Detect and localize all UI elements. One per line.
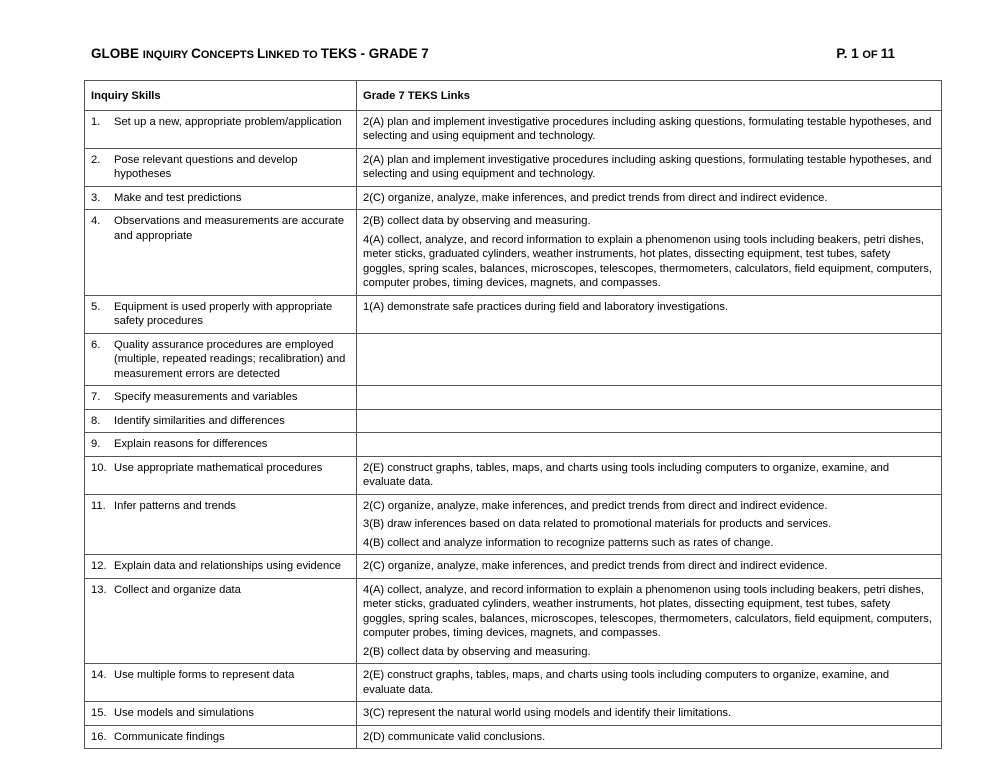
inquiry-skill-cell — [85, 186, 357, 210]
teks-link: 2(C) organize, analyze, make inferences, and predict trends from direct and indirect evidence. — [363, 191, 828, 204]
skill-text: Quality assurance procedures are employed (multiple, repeated readings; recalibration) and measurement errors are detected — [114, 338, 346, 380]
teks-links-cell — [357, 664, 942, 702]
inquiry-skill-cell — [85, 725, 357, 749]
inquiry-skill — [91, 214, 348, 243]
title-part: C — [191, 46, 201, 61]
table-row — [85, 433, 942, 457]
teks-link: 3(B) draw inferences based on data related to promotional materials for products and services. — [363, 518, 832, 530]
teks-links-cell — [357, 295, 942, 333]
inquiry-skill — [91, 115, 348, 130]
teks-links-cell — [357, 456, 942, 494]
skill-number: 2. — [91, 153, 101, 166]
teks-link: 4(A) collect, analyze, and record information to explain a phenomenon using tools including beakers, petri dishes, meter sticks, graduated cylinders, weather instruments, hot plates, dissecting equipment, test tubes, safety goggles, spring scales, balances, microscopes, telescopes, thermometers, calculators, field equipment, computers, computer probes, timing devices, magnets, and compasses. — [363, 233, 932, 289]
inquiry-skill-cell — [85, 456, 357, 494]
inquiry-skill — [91, 461, 348, 476]
inquiry-skill-cell — [85, 702, 357, 726]
table-row — [85, 725, 942, 749]
skill-text: Use appropriate mathematical procedures — [114, 461, 323, 474]
title-part: ONCEPTS — [200, 49, 258, 61]
title-part: L — [257, 46, 266, 61]
skill-text: Use multiple forms to represent data — [114, 669, 295, 681]
title-part: TEKS - GRADE 7 — [320, 46, 429, 61]
table-row — [85, 555, 942, 579]
skill-text: Specify measurements and variables — [114, 391, 298, 403]
skill-text: Equipment is used properly with appropriate safety procedures — [114, 300, 333, 327]
teks-links-cell — [357, 210, 942, 296]
page-number — [836, 46, 895, 61]
skill-number: 9. — [91, 438, 101, 450]
teks-link: 2(E) construct graphs, tables, maps, and charts using tools including computers to organize, examine, and evaluate data. — [363, 669, 890, 696]
skill-text: Make and test predictions — [114, 191, 242, 204]
teks-links-cell — [357, 409, 942, 433]
teks-links-cell — [357, 110, 942, 148]
skill-number: 6. — [91, 338, 101, 351]
inquiry-skill — [91, 499, 348, 514]
skill-number: 4. — [91, 215, 101, 227]
skill-text: Explain reasons for differences — [114, 438, 268, 450]
skill-text: Infer patterns and trends — [114, 499, 236, 512]
inquiry-skill-cell — [85, 210, 357, 296]
title-part: INQUIRY — [142, 49, 192, 61]
table-row — [85, 110, 942, 148]
column-header-teks-links: Grade 7 TEKS Links — [357, 81, 942, 111]
teks-link: 3(C) represent the natural world using models and identify their limitations. — [363, 707, 732, 719]
inquiry-skill — [91, 338, 348, 382]
inquiry-skill-cell — [85, 409, 357, 433]
table-row — [85, 664, 942, 702]
skill-number: 14. — [91, 669, 107, 681]
table-row — [85, 210, 942, 296]
inquiry-skill-cell — [85, 494, 357, 555]
skill-text: Observations and measurements are accurate and appropriate — [114, 215, 345, 242]
teks-link: 1(A) demonstrate safe practices during field and laboratory investigations. — [363, 300, 729, 313]
inquiry-skill — [91, 730, 348, 745]
table-header-row — [85, 81, 942, 111]
table-row — [85, 295, 942, 333]
teks-links-cell — [357, 702, 942, 726]
skill-number: 11. — [91, 499, 106, 512]
table-row — [85, 186, 942, 210]
teks-link: 2(A) plan and implement investigative procedures including asking questions, formulating testable hypotheses, and selecting and using equipment and technology. — [363, 115, 932, 142]
table-row — [85, 148, 942, 186]
teks-links-cell — [357, 578, 942, 664]
skill-number: 12. — [91, 560, 107, 572]
skill-number: 13. — [91, 583, 107, 596]
inquiry-skill — [91, 668, 348, 683]
inquiry-skill — [91, 706, 348, 721]
table-row — [85, 333, 942, 386]
table-row — [85, 386, 942, 410]
skill-number: 5. — [91, 300, 101, 313]
teks-links-cell — [357, 725, 942, 749]
inquiry-skill-cell — [85, 433, 357, 457]
skill-text: Set up a new, appropriate problem/application — [114, 115, 342, 128]
inquiry-skill-cell — [85, 555, 357, 579]
skill-text: Communicate findings — [114, 730, 225, 743]
page-number-part: 11 — [880, 46, 895, 61]
document-title — [91, 46, 429, 61]
inquiry-skill — [91, 300, 348, 329]
inquiry-teks-table — [84, 80, 942, 749]
teks-links-cell — [357, 433, 942, 457]
skill-number: 15. — [91, 707, 107, 719]
teks-links-cell — [357, 555, 942, 579]
teks-link: 2(C) organize, analyze, make inferences, and predict trends from direct and indirect evidence. — [363, 560, 828, 572]
inquiry-skill-cell — [85, 148, 357, 186]
inquiry-skill-cell — [85, 664, 357, 702]
skill-number: 10. — [91, 461, 107, 474]
inquiry-skill-cell — [85, 578, 357, 664]
inquiry-skill — [91, 414, 348, 429]
inquiry-skill — [91, 559, 348, 574]
inquiry-skill — [91, 437, 348, 452]
skill-text: Identify similarities and differences — [114, 414, 285, 427]
table-row — [85, 494, 942, 555]
teks-link: 4(B) collect and analyze information to recognize patterns such as rates of change. — [363, 536, 774, 549]
page-number-part: OF — [862, 49, 881, 61]
skill-number: 16. — [91, 730, 107, 743]
inquiry-skill-cell — [85, 110, 357, 148]
teks-link: 2(A) plan and implement investigative procedures including asking questions, formulating testable hypotheses, and selecting and using equipment and technology. — [363, 153, 932, 180]
skill-text: Collect and organize data — [114, 583, 241, 596]
inquiry-skill-cell — [85, 295, 357, 333]
teks-links-cell — [357, 333, 942, 386]
inquiry-skill — [91, 191, 348, 206]
table-row — [85, 409, 942, 433]
table-row — [85, 578, 942, 664]
skill-number: 7. — [91, 391, 101, 403]
teks-link: 2(B) collect data by observing and measuring. — [363, 215, 591, 227]
title-part: INKED TO — [265, 49, 321, 61]
teks-links-cell — [357, 386, 942, 410]
page-number-part: P. 1 — [836, 46, 863, 61]
title-part: GLOBE — [91, 46, 143, 61]
inquiry-skill — [91, 583, 348, 598]
teks-links-cell — [357, 148, 942, 186]
skill-text: Explain data and relationships using evidence — [114, 560, 342, 572]
teks-link: 2(E) construct graphs, tables, maps, and charts using tools including computers to organize, examine, and evaluate data. — [363, 461, 890, 488]
column-header-inquiry-skills: Inquiry Skills — [85, 81, 357, 111]
teks-links-cell — [357, 494, 942, 555]
teks-link: 4(A) collect, analyze, and record information to explain a phenomenon using tools including beakers, petri dishes, meter sticks, graduated cylinders, weather instruments, hot plates, dissecting equipment, test tubes, safety goggles, spring scales, balances, microscopes, telescopes, thermometers, calculators, field equipment, computers, computer probes, timing devices, magnets, and compasses. — [363, 583, 932, 639]
table-row — [85, 456, 942, 494]
skill-text: Use models and simulations — [114, 707, 254, 719]
teks-link: 2(D) communicate valid conclusions. — [363, 730, 546, 743]
skill-text: Pose relevant questions and develop hypotheses — [114, 153, 298, 180]
skill-number: 3. — [91, 191, 101, 204]
teks-links-cell — [357, 186, 942, 210]
teks-link: 2(C) organize, analyze, make inferences, and predict trends from direct and indirect evidence. — [363, 499, 828, 512]
page-header — [91, 46, 895, 66]
inquiry-skill — [91, 153, 348, 182]
inquiry-skill-cell — [85, 386, 357, 410]
inquiry-skill-cell — [85, 333, 357, 386]
skill-number: 1. — [91, 115, 101, 128]
table-row — [85, 702, 942, 726]
inquiry-skill — [91, 390, 348, 405]
skill-number: 8. — [91, 414, 101, 427]
teks-link: 2(B) collect data by observing and measuring. — [363, 645, 591, 658]
